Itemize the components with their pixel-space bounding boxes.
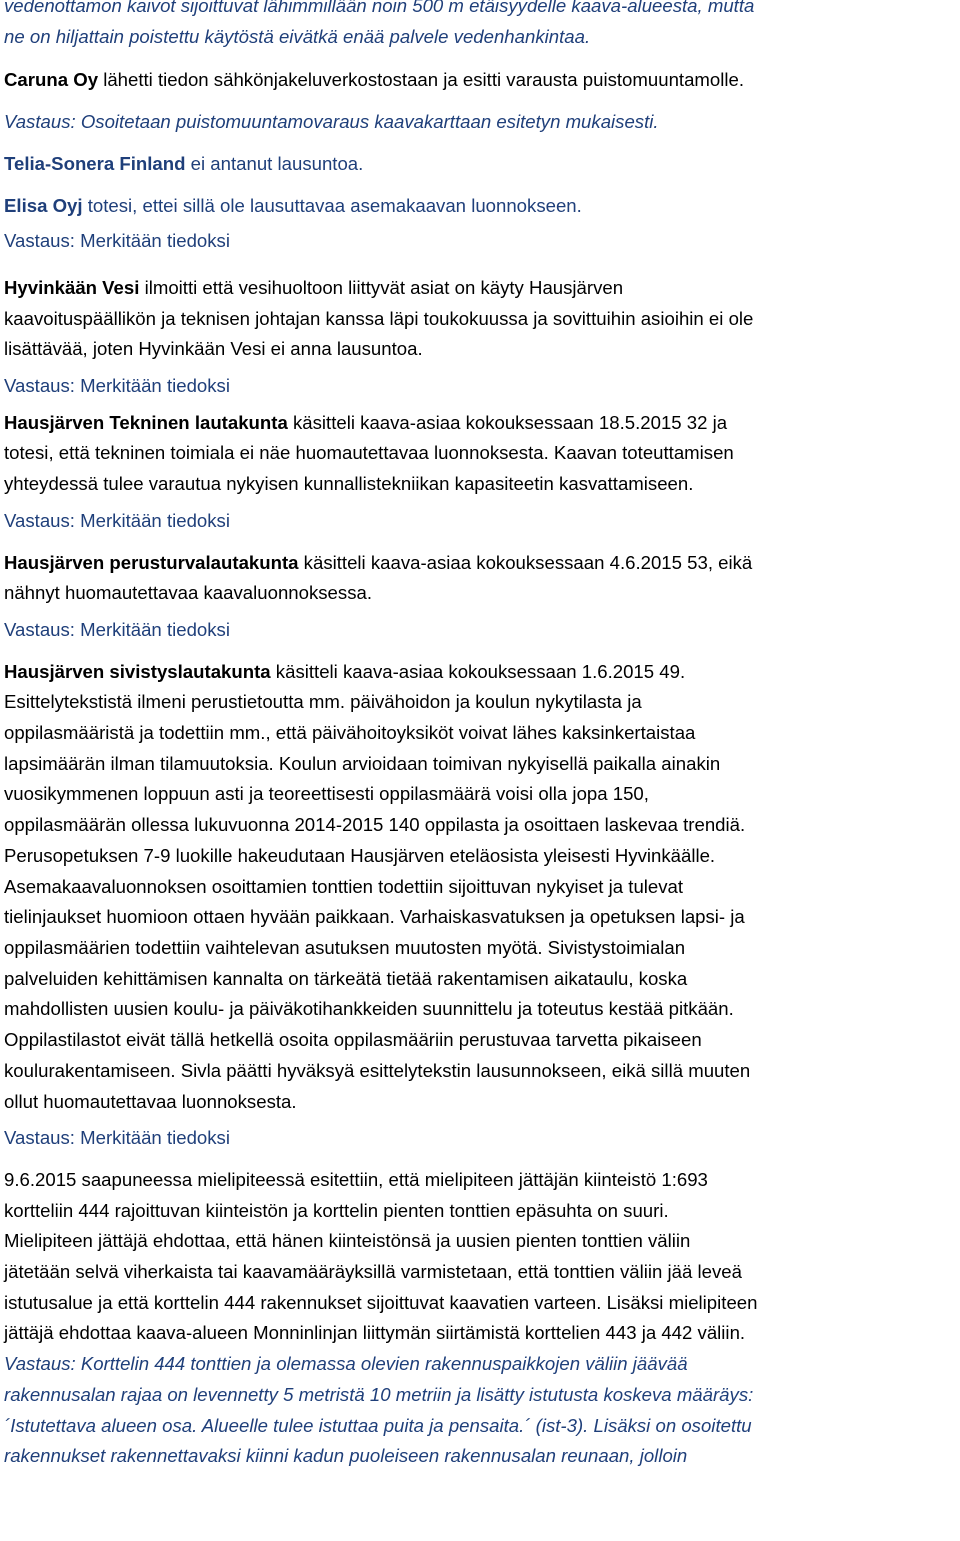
elisa-statement <box>4 191 958 222</box>
mielipide-response <box>4 1349 958 1472</box>
mielipide-response-line: rakennukset rakennettavaksi kiinni kadun puoleiseen rakennusalan reunaan, jolloin <box>4 1445 688 1467</box>
tekninen-org: Hausjärven Tekninen lautakunta <box>4 411 288 433</box>
elisa-response-text: Vastaus: Merkitään tiedoksi <box>4 230 230 252</box>
perusturva-response-text: Vastaus: Merkitään tiedoksi <box>4 618 230 640</box>
caruna-statement <box>4 65 958 96</box>
hyvinkaan-vesi-statement <box>4 273 958 365</box>
perusturva-line2: nähnyt huomautettavaa kaavaluonnoksessa. <box>4 582 372 604</box>
mielipide-line: 9.6.2015 saapuneessa mielipiteessä esitettiin, että mielipiteen jättäjän kiinteistö 1:693 <box>4 1168 708 1190</box>
mielipide-response-line: Vastaus: Korttelin 444 tonttien ja olemassa olevien rakennuspaikkojen väliin jäävää <box>4 1353 688 1375</box>
perusturva-org: Hausjärven perusturvalautakunta <box>4 551 299 573</box>
hyvinkaan-vesi-line1: ilmoitti että vesihuoltoon liittyvät asiat on käyty Hausjärven <box>139 276 624 298</box>
sivistys-line1: käsitteli kaava-asiaa kokouksessaan 1.6.2015 49. <box>270 660 686 682</box>
mielipide-line: jättäjä ehdottaa kaava-alueen Monninlinjan liittymän siirtämistä korttelien 443 ja 442 väliin. <box>4 1322 746 1344</box>
mielipide-line: kortteliin 444 rajoittuvan kiinteistön ja korttelin pienten tonttien epäsuhta on suuri. <box>4 1199 669 1221</box>
hyvinkaan-vesi-line: lisättävää, joten Hyvinkään Vesi ei anna lausuntoa. <box>4 338 423 360</box>
hyvinkaan-vesi-line: kaavoituspäällikön ja teknisen johtajan kanssa läpi toukokuussa ja sovittuihin asioihin ei ole <box>4 307 754 329</box>
hyvinkaan-vesi-response-text: Vastaus: Merkitään tiedoksi <box>4 375 230 397</box>
sivistys-line: oppilasmäärän ollessa lukuvuonna 2014-2015 140 oppilasta ja osoittaen laskevaa trendiä. <box>4 814 746 836</box>
sivistys-line: Esittelytekstistä ilmeni perustietoutta mm. päivähoidon ja koulun nykytilasta ja <box>4 691 642 713</box>
sivistys-line: koulurakentamiseen. Sivla päätti hyväksyä esittelytekstin lausunnokseen, eikä sillä muuten <box>4 1059 751 1081</box>
sivistys-response <box>4 1123 958 1154</box>
caruna-text: lähetti tiedon sähkönjakeluverkostostaan ja esitti varausta puistomuuntamolle. <box>98 69 745 91</box>
mielipide-statement <box>4 1165 958 1349</box>
tekninen-line1: käsitteli kaava-asiaa kokouksessaan 18.5.2015 32 ja <box>287 411 728 433</box>
sivistys-line: lapsimäärän ilman tilamuutoksia. Koulun arvioidaan toimivan nykyisellä paikalla ainakin <box>4 752 721 774</box>
tekninen-line2b: Kaavan toteuttamisen <box>548 442 734 464</box>
elisa-response <box>4 226 958 257</box>
hyvinkaan-vesi-org: Hyvinkään Vesi <box>4 276 140 298</box>
sivistys-line: mahdollisten uusien koulu- ja päiväkotihankkeiden suunnittelu ja toteutus kestää pitkään. <box>4 998 734 1020</box>
sivistys-line: oppilasmäärien todettiin vaihtelevan asutuksen muutosten myötä. Sivistystoimialan <box>4 936 686 958</box>
mielipide-response-line: ´Istutettava alueen osa. Alueelle tulee istuttaa puita ja pensaita.´ (ist-3). Lisäksi on osoitettu <box>4 1414 752 1436</box>
perusturva-line1: käsitteli kaava-asiaa kokouksessaan 4.6.2015 53, eikä <box>298 551 753 573</box>
document-page <box>4 0 958 1472</box>
mielipide-line: jätetään selvä viherkaista tai kaavamääräyksillä varmistetaan, että tonttien väliin jää leveä <box>4 1261 742 1283</box>
tekninen-response <box>4 506 958 537</box>
sivistys-response-text: Vastaus: Merkitään tiedoksi <box>4 1127 230 1149</box>
hyvinkaan-vesi-response <box>4 371 958 402</box>
telia-org: Telia-Sonera Finland <box>4 152 186 174</box>
mielipide-response-line: rakennusalan rajaa on levennetty 5 metristä 10 metriin ja lisätty istutusta koskeva määräys: <box>4 1383 754 1405</box>
intro-line: ne on hiljattain poistettu käytöstä eivätkä enää palvele vedenhankintaa. <box>4 25 591 47</box>
caruna-org: Caruna Oy <box>4 69 99 91</box>
elisa-org: Elisa Oyj <box>4 194 83 216</box>
sivistys-line: palveluiden kehittämisen kannalta on tärkeätä tietää rakentamisen aikataulu, koska <box>4 967 688 989</box>
caruna-response-text: Vastaus: Osoitetaan puistomuuntamovaraus kaavakarttaan esitetyn mukaisesti. <box>4 111 659 133</box>
sivistys-line: tielinjaukset huomioon ottaen hyvään paikkaan. Varhaiskasvatuksen ja opetuksen lapsi- ja <box>4 906 745 928</box>
tekninen-line3: yhteydessä tulee varautua nykyisen kunnallistekniikan kapasiteetin kasvattamiseen. <box>4 473 694 495</box>
intro-line: vedenottamon kaivot sijoittuvat lähimmillään noin 500 m etäisyydelle kaava-alueesta, mutta <box>4 0 755 16</box>
sivistys-line: Perusopetuksen 7-9 luokille hakeudutaan Hausjärven eteläosista yleisesti Hyvinkäälle. <box>4 844 716 866</box>
perusturva-statement <box>4 548 958 609</box>
sivistys-line: Asemakaavaluonnoksen osoittamien tonttien todettiin sijoittuvan nykyiset ja tulevat <box>4 875 684 897</box>
tekninen-line2a: totesi, että tekninen toimiala ei näe huomautettavaa luonnoksesta. <box>4 442 549 464</box>
mielipide-line: Mielipiteen jättäjä ehdottaa, että hänen kiinteistönsä ja uusien pienten tonttien väliin <box>4 1230 691 1252</box>
telia-statement <box>4 149 958 180</box>
perusturva-response <box>4 615 958 646</box>
intro-paragraph <box>4 0 958 52</box>
sivistys-line: oppilasmääristä ja todettiin mm., että päivähoitoyksiköt voivat lähes kaksinkertaistaa <box>4 722 696 744</box>
sivistys-line: Oppilastilastot eivät tällä hetkellä osoita oppilasmääriin perustuvaa tarvetta pikaiseen <box>4 1029 702 1051</box>
sivistys-org: Hausjärven sivistyslautakunta <box>4 660 271 682</box>
sivistys-line: ollut huomautettavaa luonnoksesta. <box>4 1090 297 1112</box>
tekninen-statement <box>4 408 958 500</box>
mielipide-line: istutusalue ja että korttelin 444 rakennukset sijoittuvat kaavatien varteen. Lisäksi mielipiteen <box>4 1291 758 1313</box>
telia-text: ei antanut lausuntoa. <box>185 152 364 174</box>
caruna-response <box>4 107 958 138</box>
sivistys-line: vuosikymmenen loppuun asti ja teoreettisesti oppilasmäärä voisi olla jopa 150, <box>4 783 649 805</box>
sivistys-statement <box>4 657 958 1118</box>
elisa-text: totesi, ettei sillä ole lausuttavaa asemakaavan luonnokseen. <box>82 194 582 216</box>
tekninen-response-text: Vastaus: Merkitään tiedoksi <box>4 509 230 531</box>
